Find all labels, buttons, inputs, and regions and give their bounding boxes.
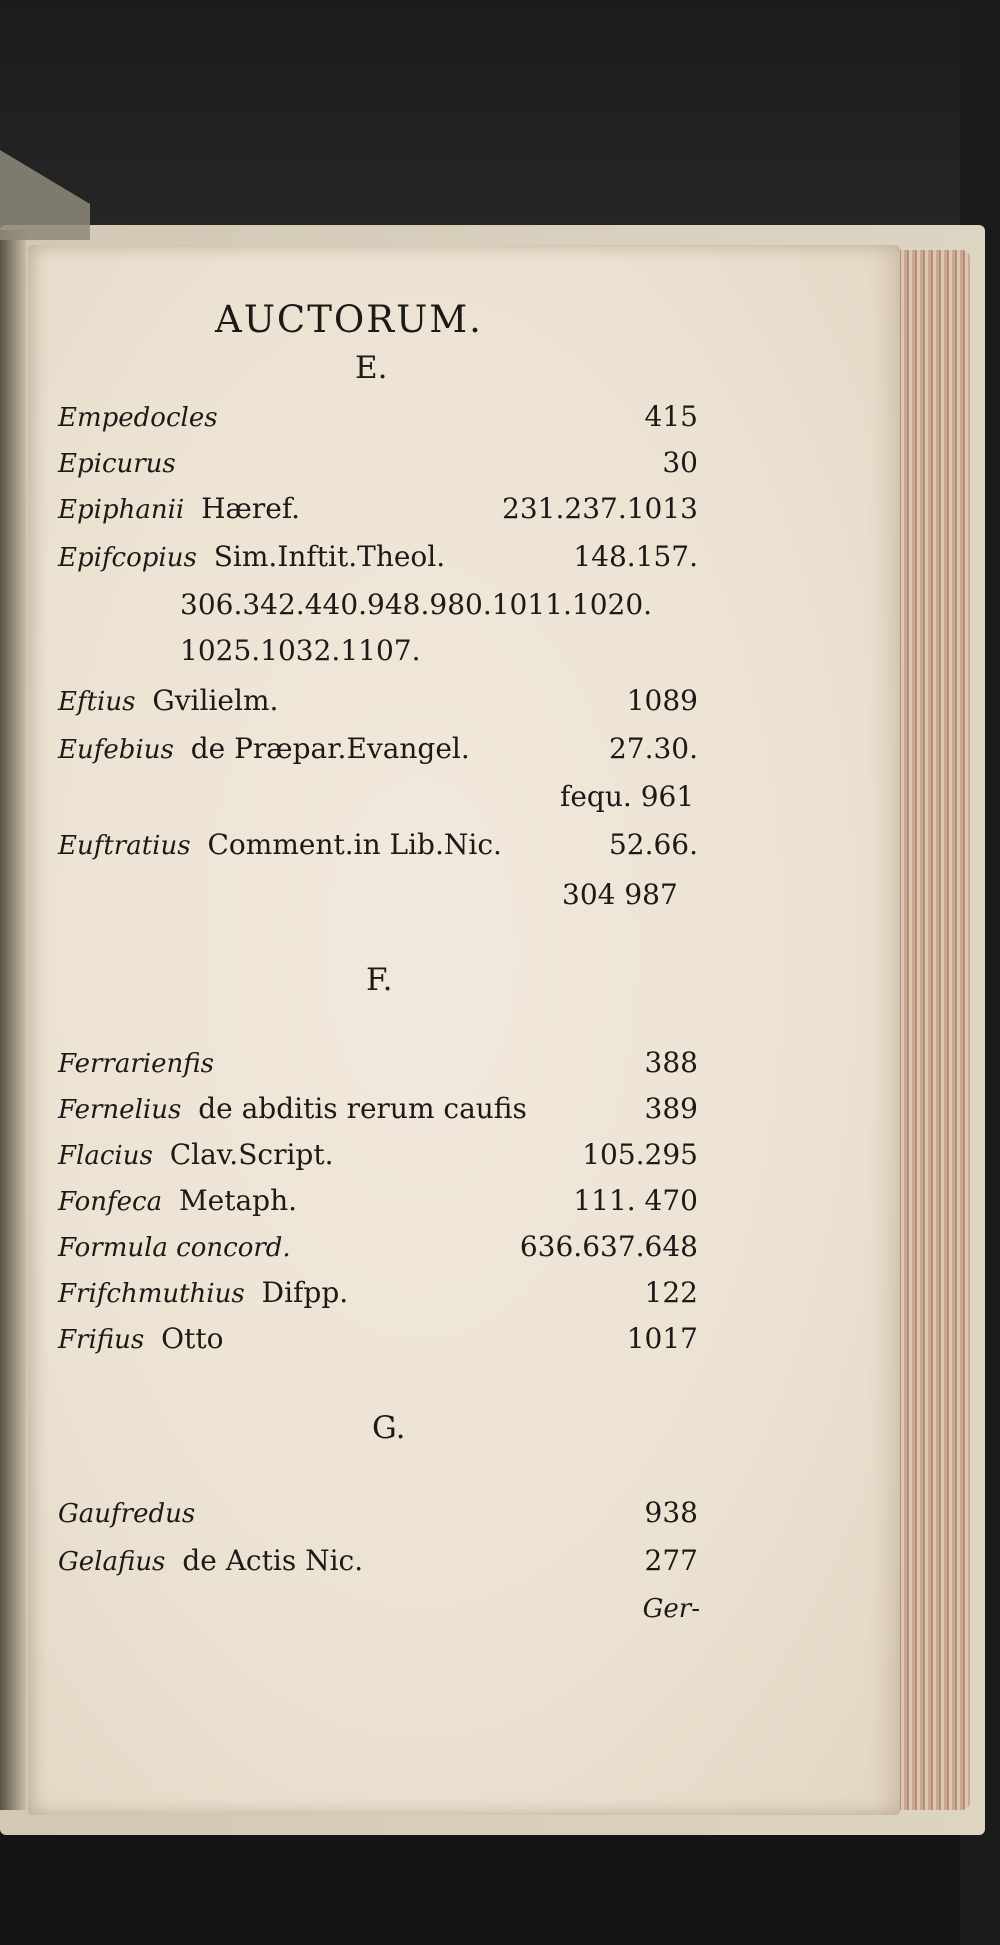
entry-pages: 636.637.648 (519, 1230, 698, 1263)
entry-desc: Hæref. (201, 492, 301, 525)
index-entry (58, 1276, 698, 1322)
entry-pages: 277 (644, 1544, 698, 1577)
index-entry (58, 540, 698, 586)
entry-desc: Gvilielm. (152, 684, 279, 717)
entry-name: Gaufredus (58, 1499, 196, 1529)
entry-name: Eftius (58, 687, 136, 717)
book-gutter (0, 230, 26, 1810)
entry-pages: 148.157. (573, 540, 698, 573)
index-entry (58, 1322, 698, 1368)
entry-pages: 122 (644, 1276, 698, 1309)
entry-name: Ferrarienfis (58, 1049, 214, 1079)
entry-pages: 111. 470 (573, 1184, 698, 1217)
entry-desc: Comment.in Lib.Nic. (207, 828, 502, 861)
entry-pages: 30 (662, 446, 698, 479)
index-entry (58, 446, 698, 492)
backdrop (0, 0, 1000, 240)
entry-pages: 388 (644, 1046, 698, 1079)
index-entry (58, 732, 698, 778)
entry-name: Flacius (58, 1141, 153, 1171)
index-entry (58, 1138, 698, 1184)
entry-desc: Otto (161, 1322, 224, 1355)
index-entry (58, 1230, 698, 1276)
entry-name: Epicurus (58, 449, 176, 479)
index-entry (58, 828, 698, 874)
index-entry (58, 1544, 698, 1590)
index-entry (58, 1184, 698, 1230)
entry-continuation: fequ. 961 (560, 780, 695, 813)
entry-pages: 938 (644, 1496, 698, 1529)
section-letter-e: E. (355, 350, 388, 386)
entry-name: Fonfeca (58, 1187, 163, 1217)
entry-name: Euftratius (58, 831, 191, 861)
entry-continuation: 1025.1032.1107. (180, 634, 421, 667)
entry-pages: 105.295 (582, 1138, 698, 1171)
section-letter-g: G. (372, 1410, 406, 1446)
entry-desc: Sim.Inftit.Theol. (213, 540, 446, 573)
entry-name: Fernelius (58, 1095, 182, 1125)
entry-continuation: 304 987 (562, 878, 678, 911)
catchword: Ger- (642, 1594, 700, 1624)
entry-name: Empedocles (58, 403, 218, 433)
page-header: AUCTORUM. (215, 298, 483, 341)
entry-desc: Clav.Script. (169, 1138, 334, 1171)
entry-name: Frifchmuthius (58, 1279, 245, 1309)
entry-name: Epiphanii (58, 495, 185, 525)
entry-pages: 231.237.1013 (502, 492, 698, 525)
index-entry (58, 492, 698, 538)
entry-name: Gelafius (58, 1547, 166, 1577)
entry-name: Formula concord. (58, 1233, 291, 1263)
entry-pages: 389 (644, 1092, 698, 1125)
entry-pages: 1089 (626, 684, 698, 717)
section-letter-f: F. (366, 962, 393, 998)
index-entry (58, 400, 698, 446)
index-entry (58, 1496, 698, 1542)
entry-name: Epifcopius (58, 543, 197, 573)
entry-desc: Difpp. (261, 1276, 349, 1309)
entry-pages: 415 (644, 400, 698, 433)
entry-name: Eufebius (58, 735, 174, 765)
index-entry (58, 1092, 698, 1138)
entry-desc: de abditis rerum caufis (198, 1092, 527, 1125)
entry-desc: de Præpar.Evangel. (190, 732, 470, 765)
index-entry (58, 684, 698, 730)
entry-pages: 27.30. (608, 732, 698, 765)
entry-continuation: 306.342.440.948.980.1011.1020. (180, 588, 653, 621)
index-entry (58, 1046, 698, 1092)
entry-pages: 52.66. (608, 828, 698, 861)
entry-pages: 1017 (626, 1322, 698, 1355)
entry-desc: de Actis Nic. (182, 1544, 364, 1577)
entry-desc: Metaph. (179, 1184, 298, 1217)
entry-name: Frifius (58, 1325, 145, 1355)
